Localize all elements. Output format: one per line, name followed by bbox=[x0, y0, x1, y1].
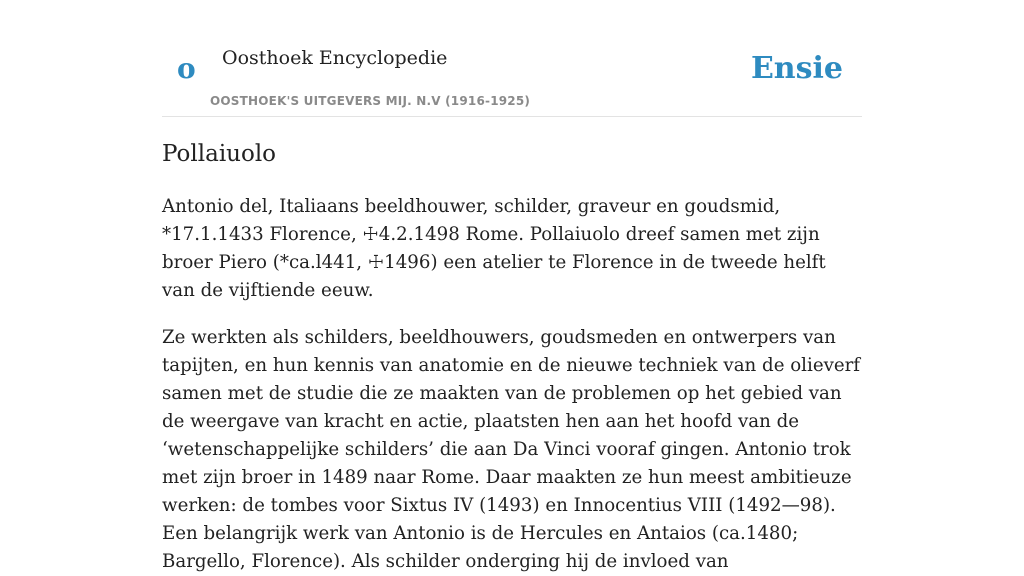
article-paragraph: Antonio del, Italiaans beeldhouwer, schilder, graveur en goudsmid, *17.1.1433 Florence, ☩4.2.1498 Rome. Pollaiuolo dreef samen met zijn broer Piero (*ca.l441, ☩1496) een atelier te Florence in de tweede helft van de vijftiende eeuw. bbox=[162, 196, 826, 301]
article-paragraph: Ze werkten als schilders, beeldhouwers, goudsmeden en ontwerpers van tapijten, en hun kennis van anatomie en de nieuwe techniek van de olieverf samen met de studie die ze maakten van de problemen op het gebied van de weergave van kracht en actie, plaatsten hen aan het hoofd van de ‘wetenschappelijke schilders’ die aan Da Vinci vooraf gingen. Antonio trok met zijn broer in 1489 naar Rome. Daar maakten ze hun meest ambitieuze werken: de tombes voor Sixtus IV (1493) en Innocentius VIII (1492—98). Een belangrijk werk van Antonio is de Hercules en Antaios (ca.1480; Bargello, Florence). Als schilder onderging hij de invloed van bbox=[162, 327, 861, 572]
publisher-subtitle: OOSTHOEK'S UITGEVERS MIJ. N.V (1916-1925) bbox=[210, 94, 531, 108]
site-header bbox=[162, 0, 862, 117]
brand-logo-link[interactable]: Ensie bbox=[750, 51, 843, 86]
article bbox=[162, 138, 862, 576]
site-logo-icon[interactable]: o bbox=[177, 52, 196, 85]
article-title: Pollaiuolo bbox=[162, 141, 277, 167]
site-title[interactable]: Oosthoek Encyclopedie bbox=[222, 47, 448, 69]
